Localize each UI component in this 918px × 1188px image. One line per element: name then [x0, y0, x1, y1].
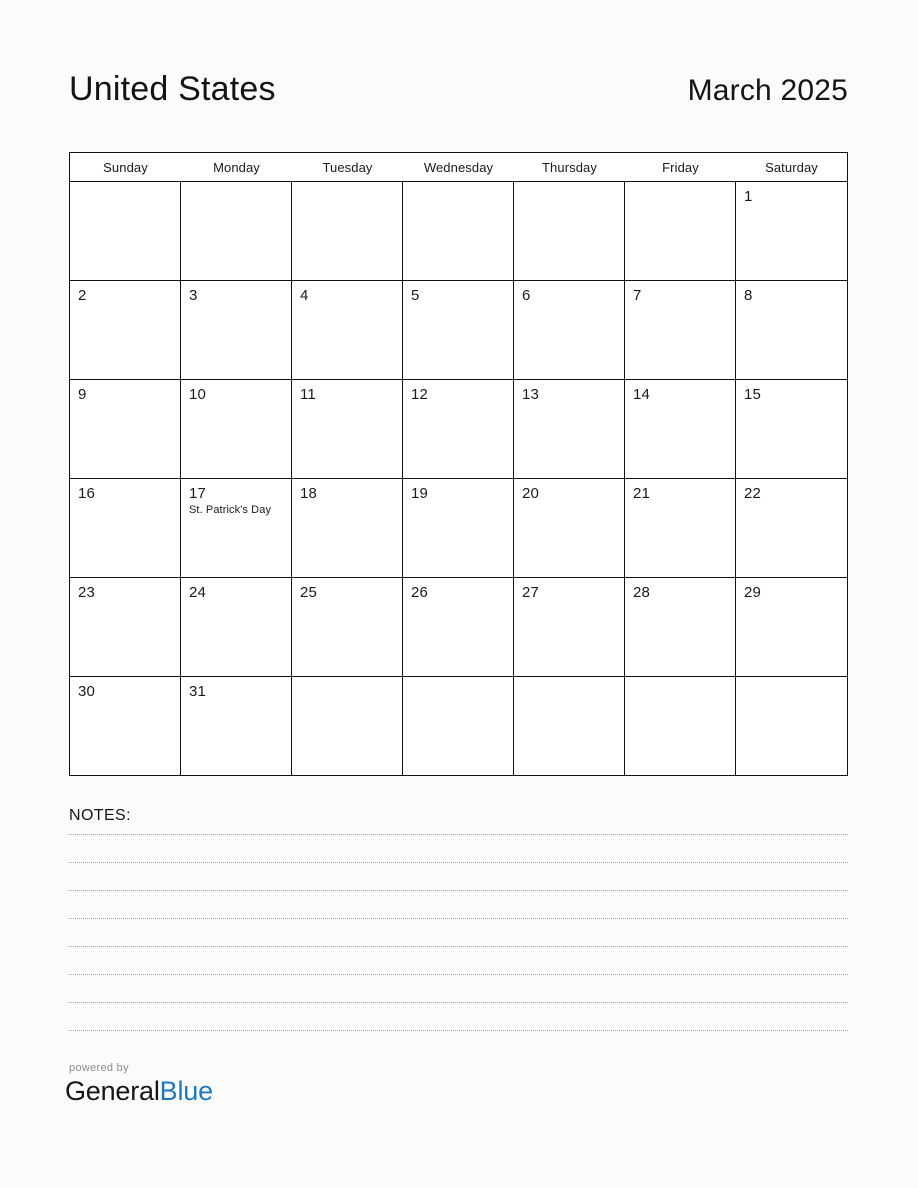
day-number: 4	[300, 287, 309, 304]
day-cell-empty	[403, 677, 514, 775]
calendar-week-row	[70, 281, 847, 380]
day-cell-6[interactable]	[514, 281, 625, 379]
day-cell-25[interactable]	[292, 578, 403, 676]
day-cell-9[interactable]	[70, 380, 181, 478]
day-number: 25	[300, 584, 318, 601]
notes-line[interactable]	[69, 974, 848, 1002]
notes-label: NOTES:	[69, 807, 131, 824]
day-cell-29[interactable]	[736, 578, 847, 676]
notes-lines	[69, 834, 848, 1058]
page-title-month-year: March 2025	[687, 74, 848, 107]
day-number: 31	[189, 683, 207, 700]
day-cell-empty	[625, 182, 736, 280]
day-cell-empty	[70, 182, 181, 280]
weekday-header-sunday: Sunday	[103, 159, 148, 175]
day-number: 15	[744, 386, 762, 403]
day-holiday-label: St. Patrick's Day	[189, 504, 272, 517]
day-cell-30[interactable]	[70, 677, 181, 775]
day-cell-empty	[514, 677, 625, 775]
notes-line[interactable]	[69, 946, 848, 974]
notes-section	[69, 808, 848, 1058]
day-number: 29	[744, 584, 762, 601]
day-number: 27	[522, 584, 540, 601]
day-number: 28	[633, 584, 651, 601]
logo-text-blue: Blue	[159, 1076, 213, 1106]
calendar-week-row	[70, 380, 847, 479]
weekday-header-row	[70, 153, 847, 182]
day-cell-18[interactable]	[292, 479, 403, 577]
weekday-header-monday: Monday	[213, 159, 260, 175]
notes-line[interactable]	[69, 918, 848, 946]
day-number: 30	[78, 683, 96, 700]
day-number: 12	[411, 386, 429, 403]
calendar-week-row	[70, 182, 847, 281]
day-cell-empty	[736, 677, 847, 775]
weekday-header-thursday: Thursday	[542, 159, 597, 175]
day-cell-26[interactable]	[403, 578, 514, 676]
day-cell-27[interactable]	[514, 578, 625, 676]
day-number: 5	[411, 287, 420, 304]
day-cell-empty	[292, 182, 403, 280]
day-cell-5[interactable]	[403, 281, 514, 379]
day-number: 16	[78, 485, 96, 502]
day-cell-19[interactable]	[403, 479, 514, 577]
day-number: 21	[633, 485, 651, 502]
day-number: 2	[78, 287, 87, 304]
notes-line[interactable]	[69, 862, 848, 890]
day-number: 14	[633, 386, 651, 403]
day-number: 18	[300, 485, 318, 502]
calendar-week-row	[70, 479, 847, 578]
day-cell-empty	[625, 677, 736, 775]
page-header	[69, 72, 848, 106]
day-number: 8	[744, 287, 753, 304]
logo-text-general: General	[65, 1076, 160, 1106]
day-cell-1[interactable]	[736, 182, 847, 280]
page-title-country: United States	[69, 70, 276, 108]
day-cell-empty	[403, 182, 514, 280]
day-cell-22[interactable]	[736, 479, 847, 577]
day-cell-13[interactable]	[514, 380, 625, 478]
day-cell-17[interactable]	[181, 479, 292, 577]
day-number: 7	[633, 287, 642, 304]
weekday-header-friday: Friday	[662, 159, 699, 175]
day-number: 3	[189, 287, 198, 304]
day-cell-14[interactable]	[625, 380, 736, 478]
day-cell-24[interactable]	[181, 578, 292, 676]
generalblue-logo	[65, 1078, 213, 1105]
day-cell-2[interactable]	[70, 281, 181, 379]
day-number: 22	[744, 485, 762, 502]
day-number: 1	[744, 188, 753, 205]
day-cell-10[interactable]	[181, 380, 292, 478]
day-cell-4[interactable]	[292, 281, 403, 379]
notes-line[interactable]	[69, 1030, 848, 1058]
day-cell-12[interactable]	[403, 380, 514, 478]
day-number: 13	[522, 386, 540, 403]
day-cell-11[interactable]	[292, 380, 403, 478]
day-number: 20	[522, 485, 540, 502]
weekday-header-tuesday: Tuesday	[322, 159, 373, 175]
day-cell-7[interactable]	[625, 281, 736, 379]
day-cell-28[interactable]	[625, 578, 736, 676]
day-number: 10	[189, 386, 207, 403]
day-cell-20[interactable]	[514, 479, 625, 577]
day-number: 6	[522, 287, 531, 304]
day-number: 9	[78, 386, 87, 403]
day-cell-31[interactable]	[181, 677, 292, 775]
day-cell-23[interactable]	[70, 578, 181, 676]
day-cell-3[interactable]	[181, 281, 292, 379]
day-number: 24	[189, 584, 207, 601]
footer-logo	[65, 1063, 213, 1105]
day-cell-empty	[181, 182, 292, 280]
powered-by-label: powered by	[69, 1062, 129, 1074]
day-cell-8[interactable]	[736, 281, 847, 379]
notes-line[interactable]	[69, 834, 848, 862]
weekday-header-wednesday: Wednesday	[423, 159, 494, 175]
calendar-week-row	[70, 578, 847, 677]
notes-line[interactable]	[69, 890, 848, 918]
calendar-weeks	[70, 182, 847, 775]
day-number: 17	[189, 485, 207, 502]
day-cell-21[interactable]	[625, 479, 736, 577]
calendar-grid	[69, 152, 848, 776]
day-cell-16[interactable]	[70, 479, 181, 577]
day-number: 11	[300, 386, 316, 403]
day-number: 19	[411, 485, 429, 502]
day-cell-empty	[514, 182, 625, 280]
calendar-week-row	[70, 677, 847, 775]
weekday-header-saturday: Saturday	[765, 159, 818, 175]
day-number: 23	[78, 584, 96, 601]
day-number: 26	[411, 584, 429, 601]
day-cell-15[interactable]	[736, 380, 847, 478]
notes-line[interactable]	[69, 1002, 848, 1030]
day-cell-empty	[292, 677, 403, 775]
